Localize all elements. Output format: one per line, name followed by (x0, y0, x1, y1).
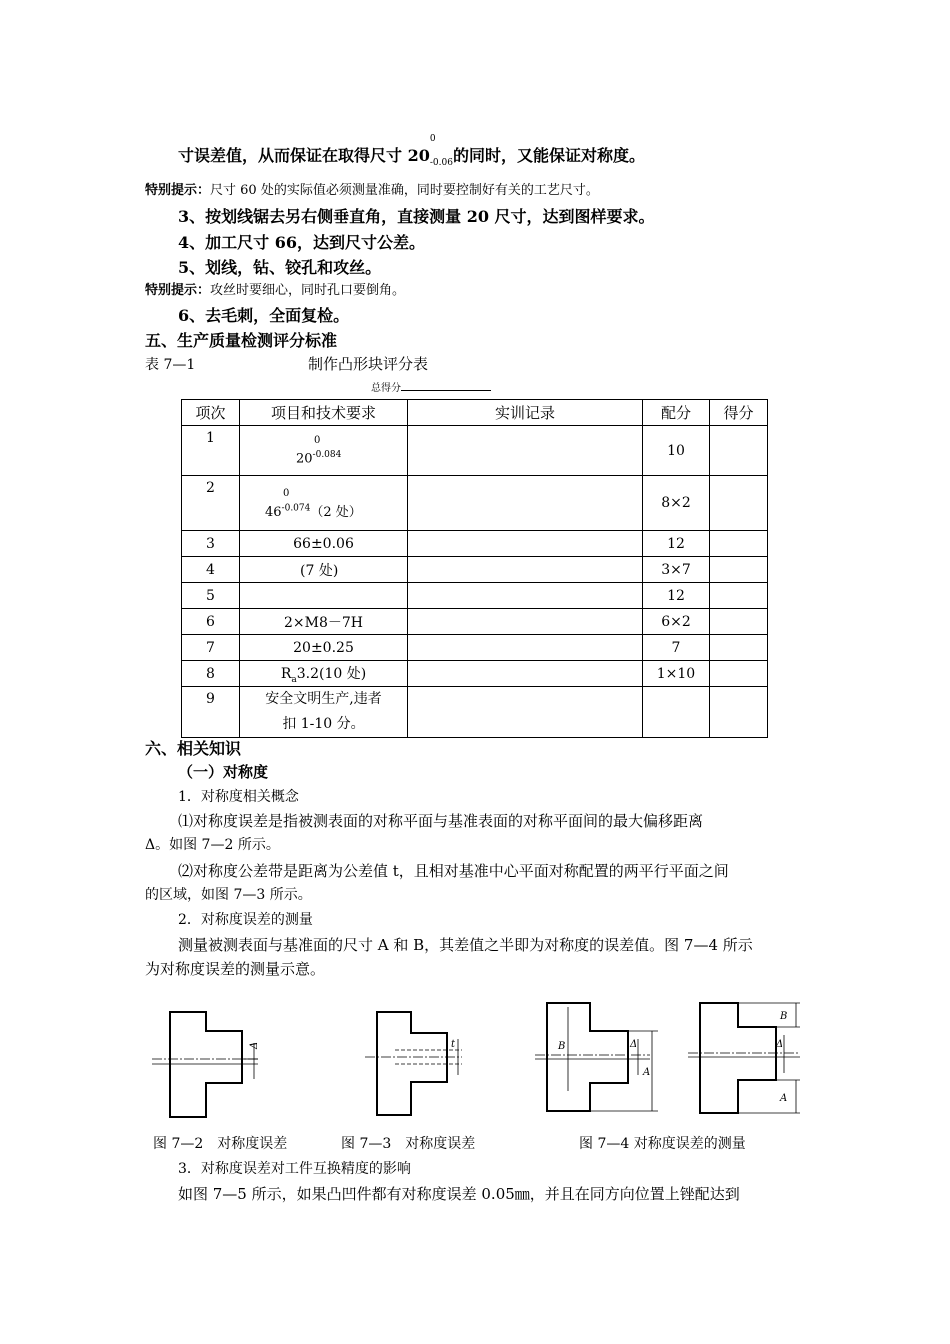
table-number: 表 7—1 (145, 357, 196, 373)
row-score: 1×10 (643, 661, 710, 687)
section-heading-5: 五、生产质量检测评分标准 (145, 331, 338, 350)
continued-paragraph (178, 134, 645, 168)
fig-delta-label: Δ (776, 1039, 784, 1050)
row-earned (710, 609, 768, 635)
row-item (240, 661, 408, 687)
text-run: 寸误差值，从而保证在取得尺寸 20 (178, 146, 430, 165)
row-record (408, 635, 643, 661)
row-earned (710, 531, 768, 557)
row-number: 9 (182, 687, 240, 738)
row-record (408, 557, 643, 583)
row-item (240, 687, 408, 738)
symmetry-figures (140, 995, 820, 1125)
tolerance-base: 46 (265, 505, 282, 520)
para-3-line: 如图 7—5 所示，如果凸凹件都有对称度误差 0.05㎜，并且在同方向位置上锉配达到 (178, 1185, 740, 1203)
fig-delta-label: Δ (249, 1041, 260, 1049)
step-3: 3、按划线锯去另右侧垂直角，直接测量 20 尺寸，达到图样要求。 (178, 207, 655, 226)
fig-7-2-shape (170, 1012, 242, 1117)
para-1b-line: ⑵对称度公差带是距离为公差值 t，且相对基准中心平面对称配置的两平行平面之间 (178, 862, 729, 880)
row-number: 5 (182, 583, 240, 609)
table-row (182, 426, 768, 476)
row-record (408, 476, 643, 531)
special-tip-2 (145, 279, 405, 298)
header-cell: 得分 (710, 400, 768, 426)
header-cell: 项目和技术要求 (240, 400, 408, 426)
row-score: 6×2 (643, 609, 710, 635)
para-3-title: 3．对称度误差对工件互换精度的影响 (178, 1161, 411, 1177)
table-row (182, 531, 768, 557)
total-score (371, 379, 491, 394)
fig-caption-7-4: 图 7—4 对称度误差的测量 (579, 1136, 746, 1152)
step-5: 5、划线，钻、铰孔和攻丝。 (178, 258, 382, 277)
fig-caption-7-2: 图 7—2 对称度误差 (153, 1136, 288, 1152)
tip-label: 特别提示： (145, 283, 211, 298)
total-score-line (401, 380, 491, 391)
fig-7-3-shape (377, 1012, 447, 1115)
table-row (182, 635, 768, 661)
step-6: 6、去毛刺，全面复检。 (178, 306, 350, 325)
row-item (240, 583, 408, 609)
step-4: 4、加工尺寸 66，达到尺寸公差。 (178, 233, 425, 252)
row-number: 6 (182, 609, 240, 635)
row-number: 7 (182, 635, 240, 661)
roughness-symbol: R (280, 665, 292, 682)
para-2-title: 2．对称度误差的测量 (178, 912, 313, 928)
header-cell: 实训记录 (408, 400, 643, 426)
tip-text: 攻丝时要细心，同时孔口要倒角。 (210, 283, 406, 298)
para-1a-line: Δ。如图 7—2 所示。 (145, 837, 280, 853)
row-record (408, 687, 643, 738)
row-earned (710, 583, 768, 609)
subsection-heading: （一）对称度 (178, 763, 269, 781)
row-earned (710, 635, 768, 661)
row-score: 12 (643, 531, 710, 557)
row-number: 3 (182, 531, 240, 557)
tolerance-value (296, 450, 341, 466)
para-2-line: 测量被测表面与基准面的尺寸 A 和 B，其差值之半即为对称度的误差值。图 7—4 所示 (178, 936, 753, 954)
row-earned (710, 557, 768, 583)
roughness-value: 3.2(10 处) (296, 665, 367, 682)
fig-t-label: t (451, 1039, 456, 1050)
para-1b-line: 的区域，如图 7—3 所示。 (145, 887, 312, 903)
fig-B-label: B (780, 1011, 788, 1022)
row-record (408, 609, 643, 635)
item-line: 安全文明生产,违者 (265, 691, 382, 707)
text-run: 的同时，又能保证对称度。 (452, 146, 645, 165)
row-item: 20±0.25 (240, 635, 408, 661)
tolerance-20 (429, 134, 453, 168)
row-record (408, 531, 643, 557)
table-row (182, 661, 768, 687)
row-record (408, 661, 643, 687)
row-number: 1 (182, 426, 240, 476)
row-score: 7 (643, 635, 710, 661)
tolerance-upper: 0 (429, 134, 436, 144)
fig-B-label: B (558, 1041, 566, 1052)
fig-7-4a-shape (547, 1003, 628, 1111)
tolerance-lower: -0.084 (312, 450, 342, 460)
tolerance-lower: -0.06 (429, 158, 453, 168)
total-score-label: 总得分 (371, 383, 401, 394)
fig-7-4b-shape (700, 1003, 776, 1113)
row-earned (710, 476, 768, 531)
roughness-subscript: a (291, 674, 297, 685)
item-line: 扣 1-10 分。 (282, 716, 365, 732)
row-item (240, 426, 408, 476)
row-score: 3×7 (643, 557, 710, 583)
row-earned (710, 661, 768, 687)
row-item: 2×M8－7H (240, 609, 408, 635)
row-score: 12 (643, 583, 710, 609)
row-earned (710, 687, 768, 738)
section-heading-6: 六、相关知识 (145, 739, 242, 758)
table-row (182, 476, 768, 531)
tolerance-upper: 0 (314, 435, 321, 446)
tolerance-lower: -0.074 (281, 503, 311, 514)
table-header-row (182, 400, 768, 426)
score-table (181, 399, 768, 738)
tolerance-value (265, 501, 362, 520)
fig-A-label: A (643, 1067, 651, 1078)
tip-text: 尺寸 60 处的实际值必须测量准确，同时要控制好有关的工艺尺寸。 (210, 183, 599, 198)
row-score: 8×2 (643, 476, 710, 531)
fig-caption-7-3: 图 7—3 对称度误差 (341, 1136, 476, 1152)
special-tip-1 (145, 179, 599, 198)
header-cell: 配分 (643, 400, 710, 426)
tip-label: 特别提示： (145, 183, 211, 198)
row-item (240, 476, 408, 531)
tolerance-suffix: （2 处） (310, 505, 362, 520)
row-record (408, 426, 643, 476)
para-2-line: 为对称度误差的测量示意。 (145, 960, 326, 978)
table-row (182, 583, 768, 609)
header-cell: 项次 (182, 400, 240, 426)
row-score (643, 687, 710, 738)
table-title: 制作凸形块评分表 (308, 355, 429, 373)
para-1-title: 1．对称度相关概念 (178, 789, 299, 805)
row-number: 2 (182, 476, 240, 531)
row-record (408, 583, 643, 609)
table-row (182, 557, 768, 583)
table-row (182, 687, 768, 738)
row-score: 10 (643, 426, 710, 476)
row-item: (7 处) (240, 557, 408, 583)
fig-delta-label: Δ (630, 1039, 638, 1050)
para-1a-line: ⑴对称度误差是指被测表面的对称平面与基准表面的对称平面间的最大偏移距离 (178, 812, 704, 830)
tolerance-upper: 0 (283, 488, 290, 499)
tolerance-base: 20 (296, 451, 313, 467)
row-earned (710, 426, 768, 476)
row-item: 66±0.06 (240, 531, 408, 557)
row-number: 4 (182, 557, 240, 583)
table-row (182, 609, 768, 635)
fig-A-label: A (780, 1093, 788, 1104)
row-number: 8 (182, 661, 240, 687)
